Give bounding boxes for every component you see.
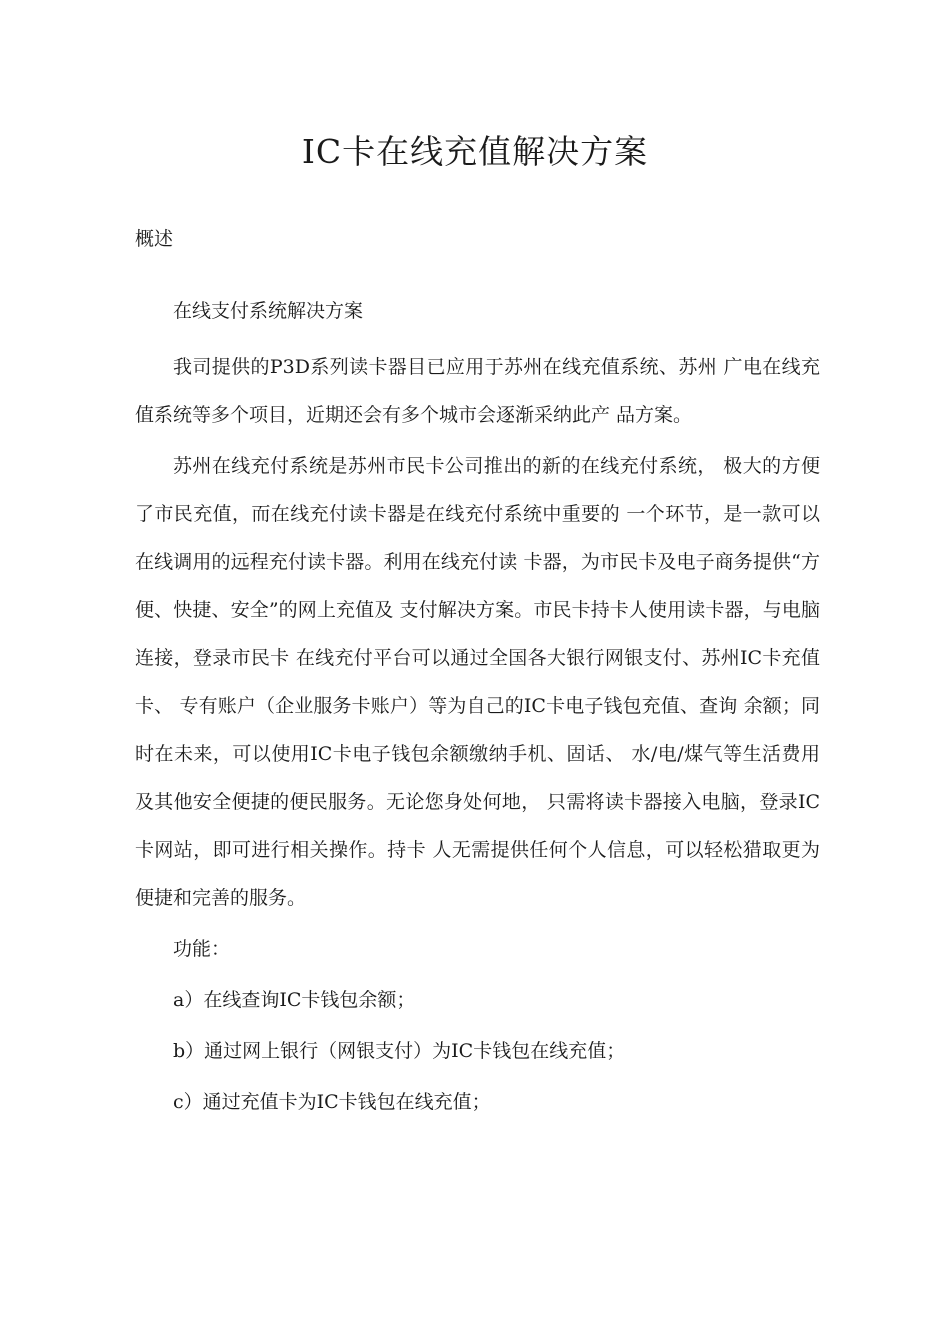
section-heading: 概述: [135, 228, 174, 250]
feature-item-c: c）通过充值卡为IC卡钱包在线充值；: [173, 1091, 491, 1113]
paragraph-features-label: 功能：: [173, 938, 231, 960]
feature-item-b: b）通过网上银行（网银支付）为IC卡钱包在线充值；: [173, 1040, 626, 1062]
paragraph-product-usage: 我司提供的P3D系列读卡器目已应用于苏州在线充值系统、苏州 广电在线充值系统等多个项目，近期还会有多个城市会逐渐采纳此产 品方案。: [135, 356, 820, 426]
document-body: [135, 287, 820, 1129]
paragraph-system-description: 苏州在线充付系统是苏州市民卡公司推出的新的在线充付系统， 极大的方便了市民充值，而在线充付读卡器是在线充付系统中重要的 一个环节，是一款可以在线调用的远程充付读卡器。利用在线充付读 卡器，为市民卡及电子商务提供“方便、快捷、安全”的网上充值及 支付解决方案。市民卡持卡人使用读卡器，与电脑连接，登录市民卡 在线充付平台可以通过全国各大银行网银支付、苏州IC卡充值卡、 专有账户（企业服务卡账户）等为自己的IC卡电子钱包充值、查询 余额；同时在未来，可以使用IC卡电子钱包余额缴纳手机、固话、 水/电/煤气等生活费用及其他安全便捷的便民服务。无论您身处何地， 只需将读卡器接入电脑，登录IC卡网站，即可进行相关操作。持卡 人无需提供任何个人信息，可以轻松猎取更为便捷和完善的服务。: [135, 455, 820, 909]
document-title: IC卡在线充值解决方案: [301, 132, 649, 171]
feature-item-a: a）在线查询IC卡钱包余额；: [173, 989, 416, 1011]
paragraph-intro-title: 在线支付系统解决方案: [173, 300, 364, 322]
